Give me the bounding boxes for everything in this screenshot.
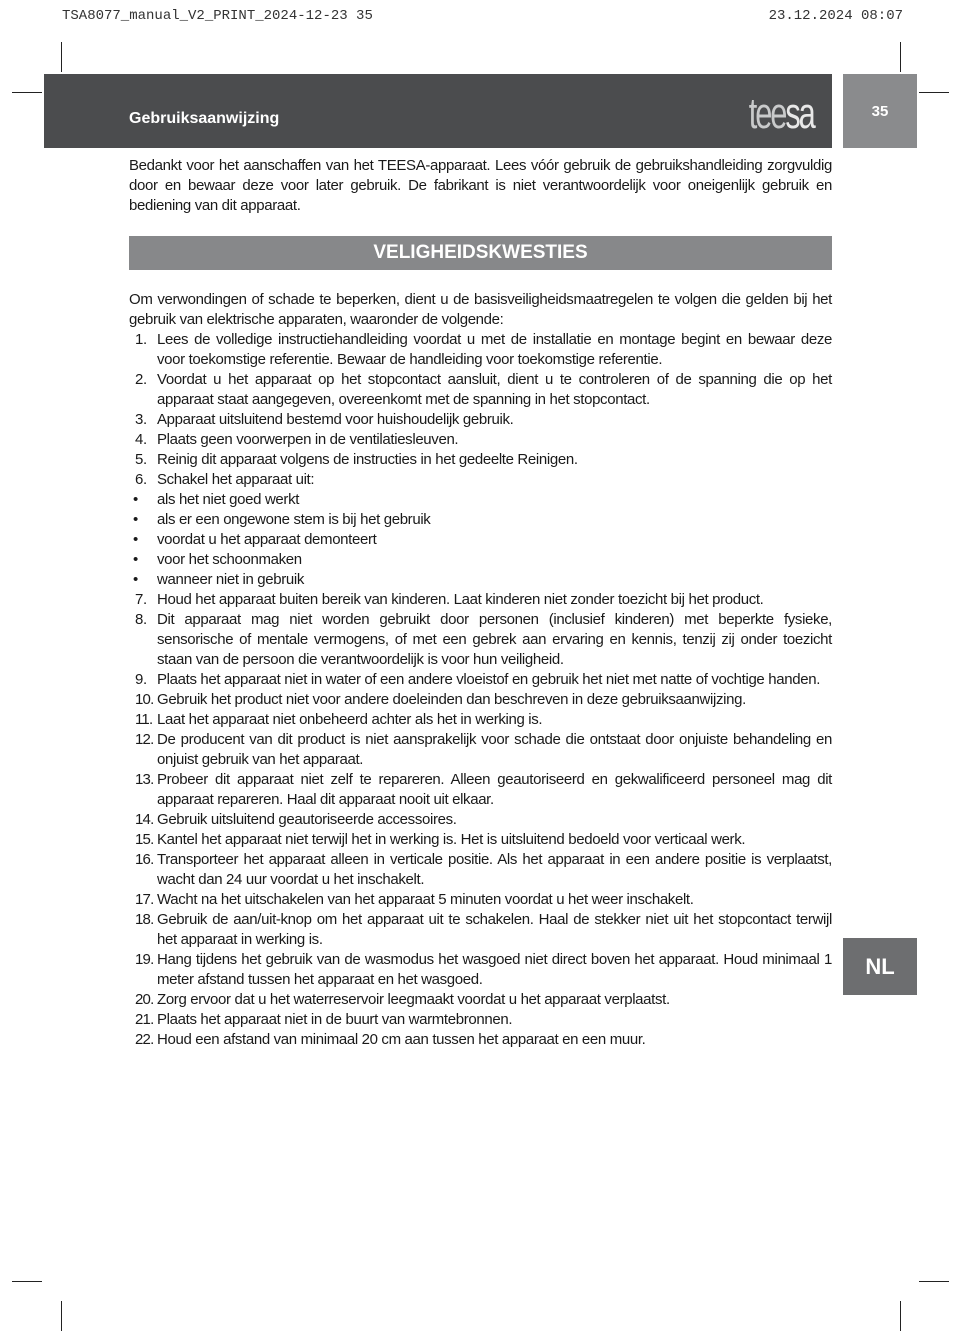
item-text: Gebruik de aan/uit-knop om het apparaat uit te schakelen. Haal de stekker niet uit het stopcontact terwijl het apparaat in werking is.: [157, 911, 832, 948]
item-marker: 2.: [135, 371, 147, 388]
list-item: [129, 710, 832, 730]
item-marker: •: [133, 571, 138, 588]
item-marker: 22.: [135, 1031, 154, 1048]
list-item: [129, 470, 832, 490]
teesa-logo: teesa: [749, 89, 814, 138]
item-marker: 6.: [135, 471, 147, 488]
item-text: Reinig dit apparaat volgens de instructies in het gedeelte Reinigen.: [157, 451, 578, 468]
item-text: Kantel het apparaat niet terwijl het in werking is. Het is uitsluitend bedoeld voor verticaal werk.: [157, 831, 746, 848]
crop-mark: [900, 42, 901, 72]
item-text: De producent van dit product is niet aansprakelijk voor schade die ontstaat door onjuiste behandeling en onjuist gebruik van het apparaat.: [157, 731, 832, 768]
header-title: Gebruiksaanwijzing: [129, 110, 280, 127]
item-text: Plaats het apparaat niet in de buurt van warmtebronnen.: [157, 1011, 513, 1028]
item-text: Voordat u het apparaat op het stopcontact aansluit, dient u te controleren of de spanning die op het apparaat staat aangegeven, overeenkomt met de spanning in het stopcontact.: [157, 371, 832, 408]
list-item: [129, 910, 832, 950]
item-marker: 20.: [135, 991, 154, 1008]
item-marker: 1.: [135, 331, 147, 348]
item-text: Transporteer het apparaat alleen in verticale positie. Als het apparaat in een andere positie is verplaatst, wacht dan 24 uur voordat u het inschakelt.: [157, 851, 832, 888]
list-item: [129, 990, 832, 1010]
print-datetime: 23.12.2024 08:07: [768, 8, 903, 24]
item-text: voordat u het apparaat demonteert: [157, 531, 377, 548]
item-marker: 18.: [135, 911, 154, 928]
list-item: [129, 330, 832, 370]
crop-mark: [12, 92, 42, 93]
crop-mark: [900, 1301, 901, 1331]
list-item: [129, 610, 832, 670]
item-text: Wacht na het uitschakelen van het apparaat 5 minuten voordat u het weer inschakelt.: [157, 891, 694, 908]
list-item: [129, 1010, 832, 1030]
item-text: voor het schoonmaken: [157, 551, 302, 568]
crop-mark: [61, 1301, 62, 1331]
list-item: [129, 950, 832, 990]
list-item: [129, 770, 832, 810]
section-title: VELIGHEIDSKWESTIES: [129, 236, 832, 270]
item-marker: 9.: [135, 671, 147, 688]
item-marker: 17.: [135, 891, 154, 908]
item-text: als er een ongewone stem is bij het gebruik: [157, 511, 431, 528]
section-intro: Om verwondingen of schade te beperken, dient u de basisveiligheidsmaatregelen te volgen die gelden bij het gebruik van elektrische apparaten, waaronder de volgende:: [129, 291, 832, 328]
page-number: 35: [843, 74, 917, 148]
bullet-item: [129, 570, 832, 590]
list-item: [129, 850, 832, 890]
item-text: Apparaat uitsluitend bestemd voor huishoudelijk gebruik.: [157, 411, 514, 428]
item-text: Hang tijdens het gebruik van de wasmodus het wasgoed niet direct boven het apparaat. Houd minimaal 1 meter afstand tussen het apparaat en het wasgoed.: [157, 951, 832, 988]
list-item: [129, 1030, 832, 1050]
item-text: Houd een afstand van minimaal 20 cm aan tussen het apparaat en een muur.: [157, 1031, 646, 1048]
list-item: [129, 370, 832, 410]
list-item: [129, 730, 832, 770]
item-text: Probeer dit apparaat niet zelf te repareren. Alleen geautoriseerd en gekwalificeerd personeel mag dit apparaat repareren. Haal dit apparaat nooit uit elkaar.: [157, 771, 832, 808]
item-text: Gebruik uitsluitend geautoriseerde accessoires.: [157, 811, 457, 828]
list-item: [129, 670, 832, 690]
item-marker: 4.: [135, 431, 147, 448]
bullet-item: [129, 550, 832, 570]
item-marker: 16.: [135, 851, 154, 868]
item-marker: •: [133, 511, 138, 528]
page-header: [44, 74, 832, 148]
bullet-item: [129, 530, 832, 550]
item-text: Gebruik het product niet voor andere doeleinden dan beschreven in deze gebruiksaanwijzing.: [157, 691, 746, 708]
list-item: [129, 690, 832, 710]
item-marker: 14.: [135, 811, 154, 828]
item-text: Plaats het apparaat niet in water of een andere vloeistof en gebruik het niet met natte of vochtige handen.: [157, 671, 821, 688]
item-marker: 7.: [135, 591, 147, 608]
item-marker: 19.: [135, 951, 154, 968]
crop-mark: [919, 1281, 949, 1282]
item-marker: 11.: [135, 711, 153, 728]
item-marker: 8.: [135, 611, 147, 628]
item-text: Lees de volledige instructiehandleiding voordat u met de installatie en montage begint en bewaar deze voor toekomstige referentie. Bewaar de handleiding voor toekomstige referentie.: [157, 331, 832, 368]
crop-mark: [919, 92, 949, 93]
item-marker: •: [133, 491, 138, 508]
safety-list: [129, 330, 832, 1050]
item-marker: 12.: [135, 731, 154, 748]
print-file-label: TSA8077_manual_V2_PRINT_2024-12-23 35: [62, 8, 373, 24]
list-item: [129, 450, 832, 470]
item-marker: 5.: [135, 451, 147, 468]
list-item: [129, 590, 832, 610]
item-marker: 13.: [135, 771, 154, 788]
bullet-item: [129, 510, 832, 530]
intro-paragraph: Bedankt voor het aanschaffen van het TEESA-apparaat. Lees vóór gebruik de gebruikshandleiding zorgvuldig door en bewaar deze voor later gebruik. De fabrikant is niet verantwoordelijk voor oneigenlijk gebruik en bediening van dit apparaat.: [129, 157, 832, 214]
item-text: Zorg ervoor dat u het waterreservoir leegmaakt voordat u het apparaat verplaatst.: [157, 991, 670, 1008]
item-text: Schakel het apparaat uit:: [157, 471, 315, 488]
crop-mark: [12, 1281, 42, 1282]
item-text: als het niet goed werkt: [157, 491, 300, 508]
item-marker: 10.: [135, 691, 154, 708]
item-marker: 21.: [135, 1011, 154, 1028]
language-tab: NL: [843, 938, 917, 995]
item-text: Plaats geen voorwerpen in de ventilatiesleuven.: [157, 431, 459, 448]
list-item: [129, 830, 832, 850]
crop-mark: [61, 42, 62, 72]
item-text: Dit apparaat mag niet worden gebruikt door personen (inclusief kinderen) met beperkte fysieke, sensorische of mentale vermogens, of met een gebrek aan ervaring en kennis, tenzij zij onder toezicht staan van de persoon die verantwoordelijk is voor hun veiligheid.: [157, 611, 832, 668]
item-marker: 15.: [135, 831, 154, 848]
item-text: Laat het apparaat niet onbeheerd achter als het in werking is.: [157, 711, 543, 728]
item-marker: •: [133, 531, 138, 548]
item-text: wanneer niet in gebruik: [157, 571, 305, 588]
list-item: [129, 810, 832, 830]
bullet-item: [129, 490, 832, 510]
item-marker: •: [133, 551, 138, 568]
safety-section: [129, 290, 832, 1050]
item-text: Houd het apparaat buiten bereik van kinderen. Laat kinderen niet zonder toezicht bij het product.: [157, 591, 764, 608]
item-marker: 3.: [135, 411, 147, 428]
list-item: [129, 890, 832, 910]
list-item: [129, 410, 832, 430]
list-item: [129, 430, 832, 450]
